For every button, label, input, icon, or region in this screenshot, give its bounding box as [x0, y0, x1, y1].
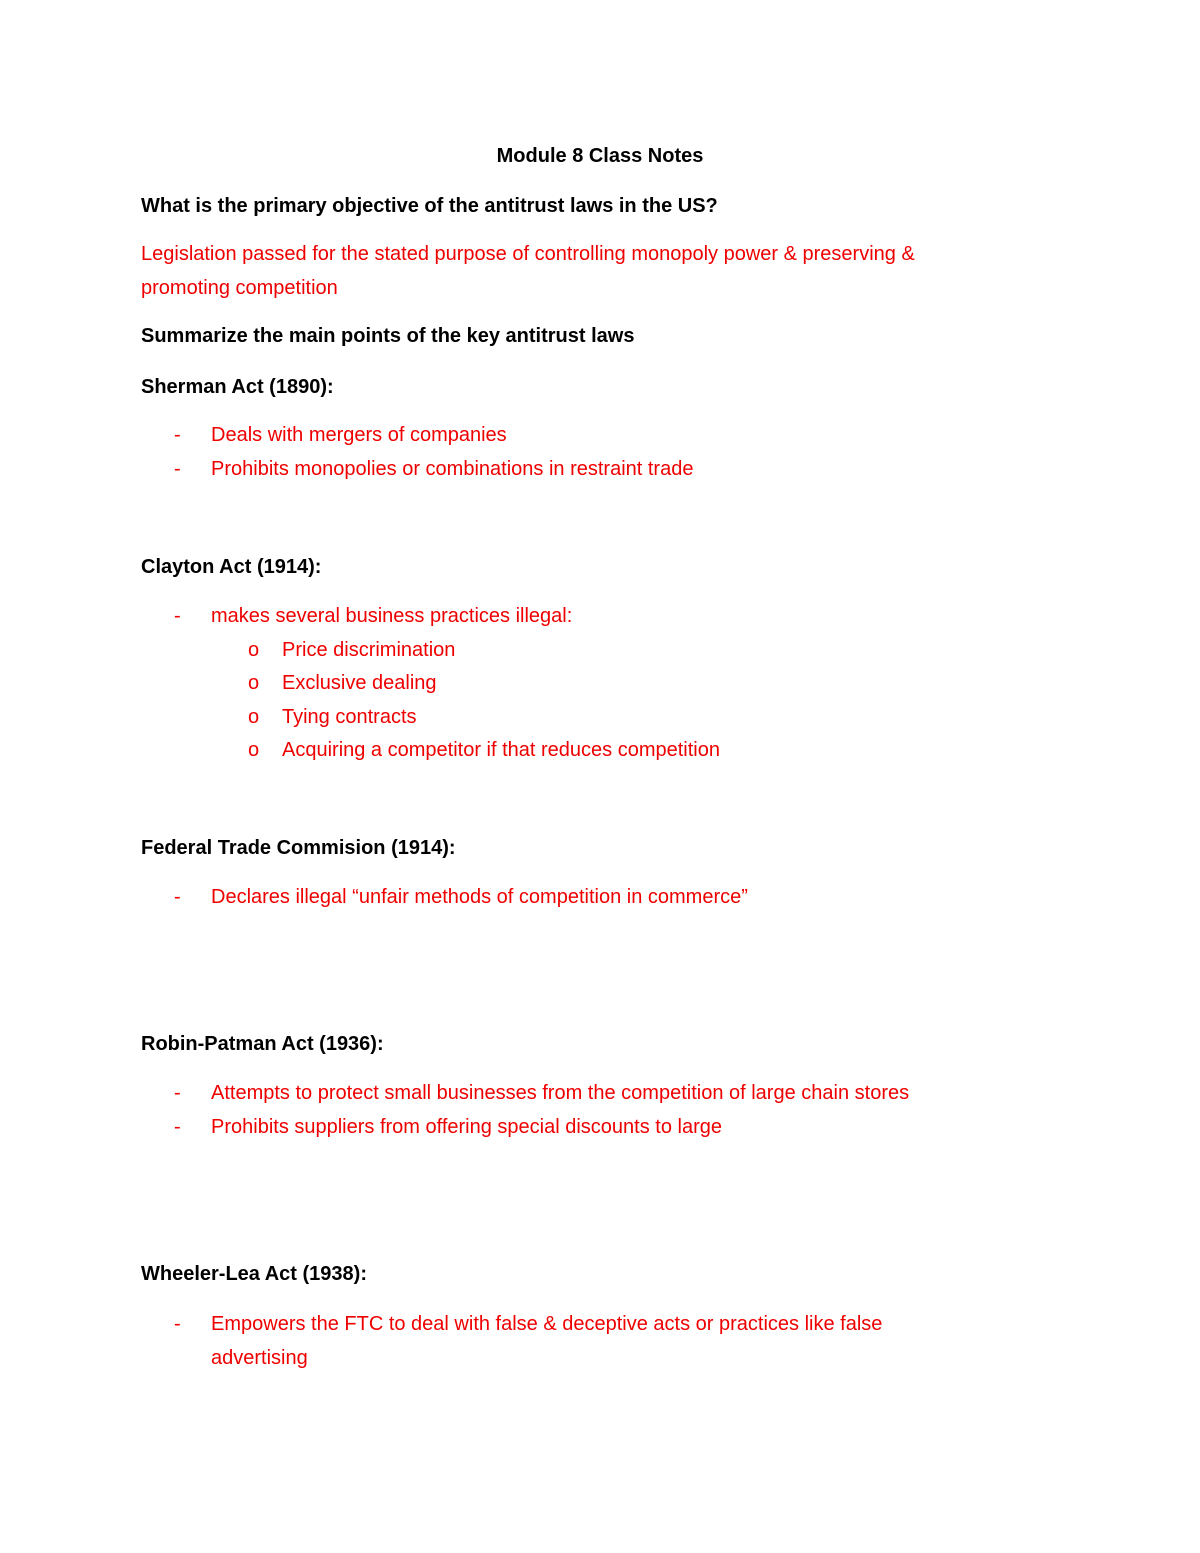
list-item-continuation: advertising [211, 1347, 308, 1369]
bullet-dash: - [174, 458, 181, 480]
section-heading-sherman-act: Sherman Act (1890): [141, 376, 334, 398]
section-heading-wheeler-lea-act: Wheeler-Lea Act (1938): [141, 1263, 367, 1285]
list-item: Prohibits monopolies or combinations in restraint trade [211, 458, 694, 480]
answer-line-2: promoting competition [141, 277, 338, 299]
bullet-dash: - [174, 605, 181, 627]
sub-list-item: Acquiring a competitor if that reduces competition [282, 739, 720, 761]
sub-bullet-marker: o [248, 739, 260, 761]
sub-list-item: Exclusive dealing [282, 672, 437, 694]
sub-list-item: Price discrimination [282, 639, 456, 661]
list-item: Deals with mergers of companies [211, 424, 507, 446]
section-heading-robin-patman-act: Robin-Patman Act (1936): [141, 1033, 384, 1055]
sub-bullet-marker: o [248, 706, 260, 728]
document-title: Module 8 Class Notes [496, 145, 704, 167]
list-item: Declares illegal “unfair methods of competition in commerce” [211, 886, 748, 908]
question-primary-objective: What is the primary objective of the antitrust laws in the US? [141, 195, 718, 217]
bullet-dash: - [174, 424, 181, 446]
bullet-dash: - [174, 1313, 181, 1335]
section-heading-ftc: Federal Trade Commision (1914): [141, 837, 456, 859]
list-item: Prohibits suppliers from offering special discounts to large [211, 1116, 722, 1138]
answer-line-1: Legislation passed for the stated purpose of controlling monopoly power & preserving & [141, 243, 915, 265]
bullet-dash: - [174, 886, 181, 908]
bullet-dash: - [174, 1082, 181, 1104]
section-heading-clayton-act: Clayton Act (1914): [141, 556, 322, 578]
sub-list-item: Tying contracts [282, 706, 417, 728]
list-item: Empowers the FTC to deal with false & deceptive acts or practices like false [211, 1313, 883, 1335]
bullet-dash: - [174, 1116, 181, 1138]
sub-bullet-marker: o [248, 639, 260, 661]
sub-bullet-marker: o [248, 672, 260, 694]
question-summarize: Summarize the main points of the key antitrust laws [141, 325, 635, 347]
list-item: Attempts to protect small businesses from the competition of large chain stores [211, 1082, 910, 1104]
list-item: makes several business practices illegal: [211, 605, 573, 627]
